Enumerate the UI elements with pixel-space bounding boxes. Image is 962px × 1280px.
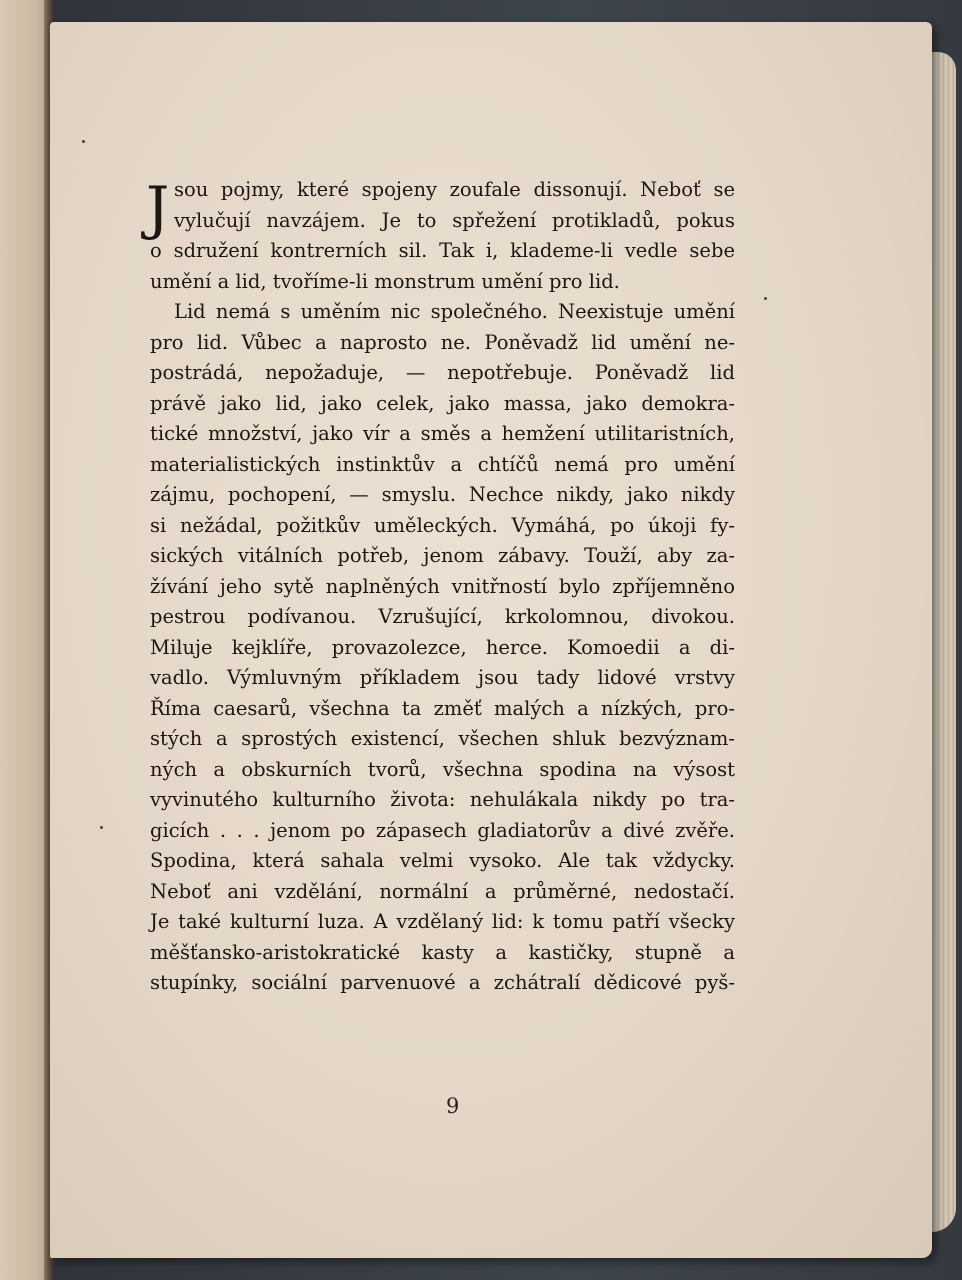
text-line: umění a lid, tvoříme-li monstrum umění pro lid. [150,269,620,293]
text-line: gicích . . . jenom po zápasech gladiatorův a divé zvěře. [150,818,735,842]
text-line: vadlo. Výmluvným příkladem jsou tady lidové vrstvy [150,666,735,689]
text-line: Lid nemá s uměním nic společného. Neexistuje umění [174,300,735,323]
text-line: právě jako lid, jako celek, jako massa, jako demokra- [150,391,735,415]
paper-speck [764,297,767,300]
text-line: Neboť ani vzdělání, normální a průměrné, nedostačí. [150,879,735,903]
text-line: vylučují navzájem. Je to spřežení protikladů, pokus [174,208,735,232]
text-line: o sdružení kontrerních sil. Tak i, klademe-li vedle sebe [150,239,735,262]
text-line: Miluje kejklíře, provazolezce, herce. Komoedii a di- [150,635,735,659]
text-line: postrádá, nepožaduje, — nepotřebuje. Poněvadž lid [150,361,735,384]
paragraph-1 [150,175,735,297]
paper-speck [82,140,85,143]
paper-speck [100,826,103,829]
text-line: si nežádal, požitkův uměleckých. Vymáhá, po úkoji fy- [150,513,735,537]
text-line: žívání jeho sytě naplněných vnitřností bylo zpříjemněno [150,574,735,598]
text-line: pro lid. Vůbec a naprosto ne. Poněvadž lid umění ne- [150,330,735,354]
text-line: sických vitálních potřeb, jenom zábavy. Touží, aby za- [150,544,735,567]
body-text [146,174,735,999]
text-line: stupínky, sociální parvenuové a zchátralí dědicové pyš- [150,971,735,994]
text-line: ných a obskurních tvorů, všechna spodina na výsost [150,757,735,781]
text-line: vyvinutého kulturního života: nehulákala nikdy po tra- [150,788,735,811]
left-page-edge [0,0,50,1280]
drop-cap: J [146,174,170,242]
text-line: sou pojmy, které spojeny zoufale dissonují. Neboť se [174,178,735,201]
text-line: materialistických instinktův a chtíčů nemá pro umění [150,452,735,476]
text-line: stých a sprostých existencí, všechen shluk bezvýznam- [150,727,735,750]
paragraph-2 [150,297,735,999]
text-line: Spodina, která sahala velmi vysoko. Ale tak vždycky. [150,849,735,872]
book-page [50,22,932,1258]
text-line: měšťansko-aristokratické kasty a kastičky, stupně a [150,940,735,964]
text-line: Říma caesarů, všechna ta změť malých a nízkých, pro- [150,696,735,720]
text-line: tické množství, jako vír a směs a hemžení utilitaristních, [150,422,735,445]
text-line: zájmu, pochopení, — smyslu. Nechce nikdy, jako nikdy [150,483,735,506]
text-line: pestrou podívanou. Vzrušující, krkolomnou, divokou. [150,605,735,628]
text-line: Je také kulturní luza. A vzdělaný lid: k tomu patří všecky [150,910,735,933]
page-number: 9 [446,1094,460,1118]
